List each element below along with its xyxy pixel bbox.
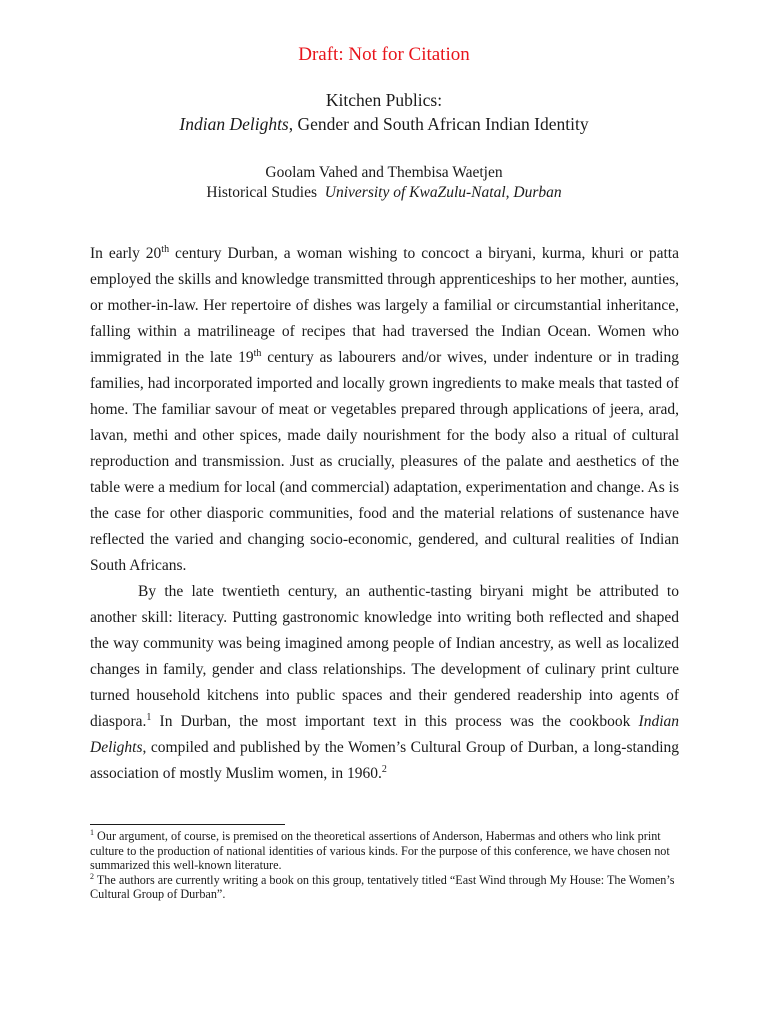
paragraph-2-text-b: In Durban, the most important text in this process was the cookbook [151, 713, 639, 730]
footnote-2 [90, 873, 679, 902]
footnote-text: Our argument, of course, is premised on the theoretical assertions of Anderson, Habermas and others who link print culture to the production of national identities of various kinds. For the purpose of this conference, we have chosen not summarized this well-known literature. [90, 829, 670, 873]
footnote-text: The authors are currently writing a book on this group, tentatively titled “East Wind through My House: The Women’s Cultural Group of Durban”. [90, 872, 675, 902]
author-names: Goolam Vahed and Thembisa Waetjen [265, 164, 503, 181]
book-title-italic: Indian Delights [90, 713, 679, 756]
footnote-ref-1[interactable]: 1 [146, 711, 152, 723]
author-affiliation [0, 183, 768, 203]
paragraph-1-text-c: century as labourers and/or wives, under indenture or in trading families, had incorporated imported and locally grown ingredients to make meals that tasted of home. The familiar savour of meat or vegetables prepared through applications of jeera, arad, lavan, methi and other spices, made daily nourishment for the body also a ritual of cultural reproduction and transmission. Just as crucially, pleasures of the palate and aesthetics of the table were a medium for local (and commercial) adaptation, experimentation and change. As is the case for other diasporic communities, food and the material relations of sustenance have reflected the varied and changing socio-economic, gendered, and cultural realities of Indian South Africans. [90, 349, 679, 574]
paragraph-2-text-c: , compiled and published by the Women’s Cultural Group of Durban, a long-standing association of mostly Muslim women, in 1960. [90, 739, 679, 782]
title-subtitle: , Gender and South African Indian Identity [288, 114, 589, 134]
footnote-ref-2[interactable]: 2 [381, 763, 387, 775]
paragraph-2-text-a: By the late twentieth century, an authentic-tasting biryani might be attributed to another skill: literacy. Putting gastronomic knowledge into writing both reflected and shaped the way community was being imagined among people of Indian ancestry, as well as localized changes in family, gender and class relationships. The development of culinary print culture turned household kitchens into public spaces and their gendered readership into agents of diaspora. [90, 583, 679, 730]
title-book-name: Indian Delights [179, 114, 289, 134]
draft-notice: Draft: Not for Citation [298, 44, 470, 65]
title-line-1: Kitchen Publics: [325, 90, 443, 110]
body-text [90, 241, 679, 787]
ordinal-superscript: th [253, 347, 262, 359]
paragraph-1-text-a: In early 20 [90, 245, 162, 262]
footnote-marker: 2 [90, 871, 94, 881]
ordinal-superscript: th [161, 243, 170, 255]
footnote-1 [90, 829, 679, 873]
paragraph-2 [90, 579, 679, 787]
title-line-2 [0, 112, 768, 136]
footnotes [90, 829, 679, 902]
paragraph-1 [90, 241, 679, 579]
footnote-divider [90, 824, 285, 825]
department: Historical Studies [206, 184, 318, 201]
institution: University of KwaZulu-Natal, Durban [324, 184, 562, 201]
footnote-marker: 1 [90, 827, 94, 837]
author-block [0, 163, 768, 203]
paper-title [0, 88, 768, 136]
paragraph-1-text-b: century Durban, a woman wishing to concoct a biryani, kurma, khuri or patta employed the skills and knowledge transmitted through apprenticeships to her mother, aunties, or mother-in-law. Her repertoire of dishes was largely a familial or circumstantial inheritance, falling within a matrilineage of recipes that had traversed the Indian Ocean. Women who immigrated in the late 19 [90, 245, 679, 366]
